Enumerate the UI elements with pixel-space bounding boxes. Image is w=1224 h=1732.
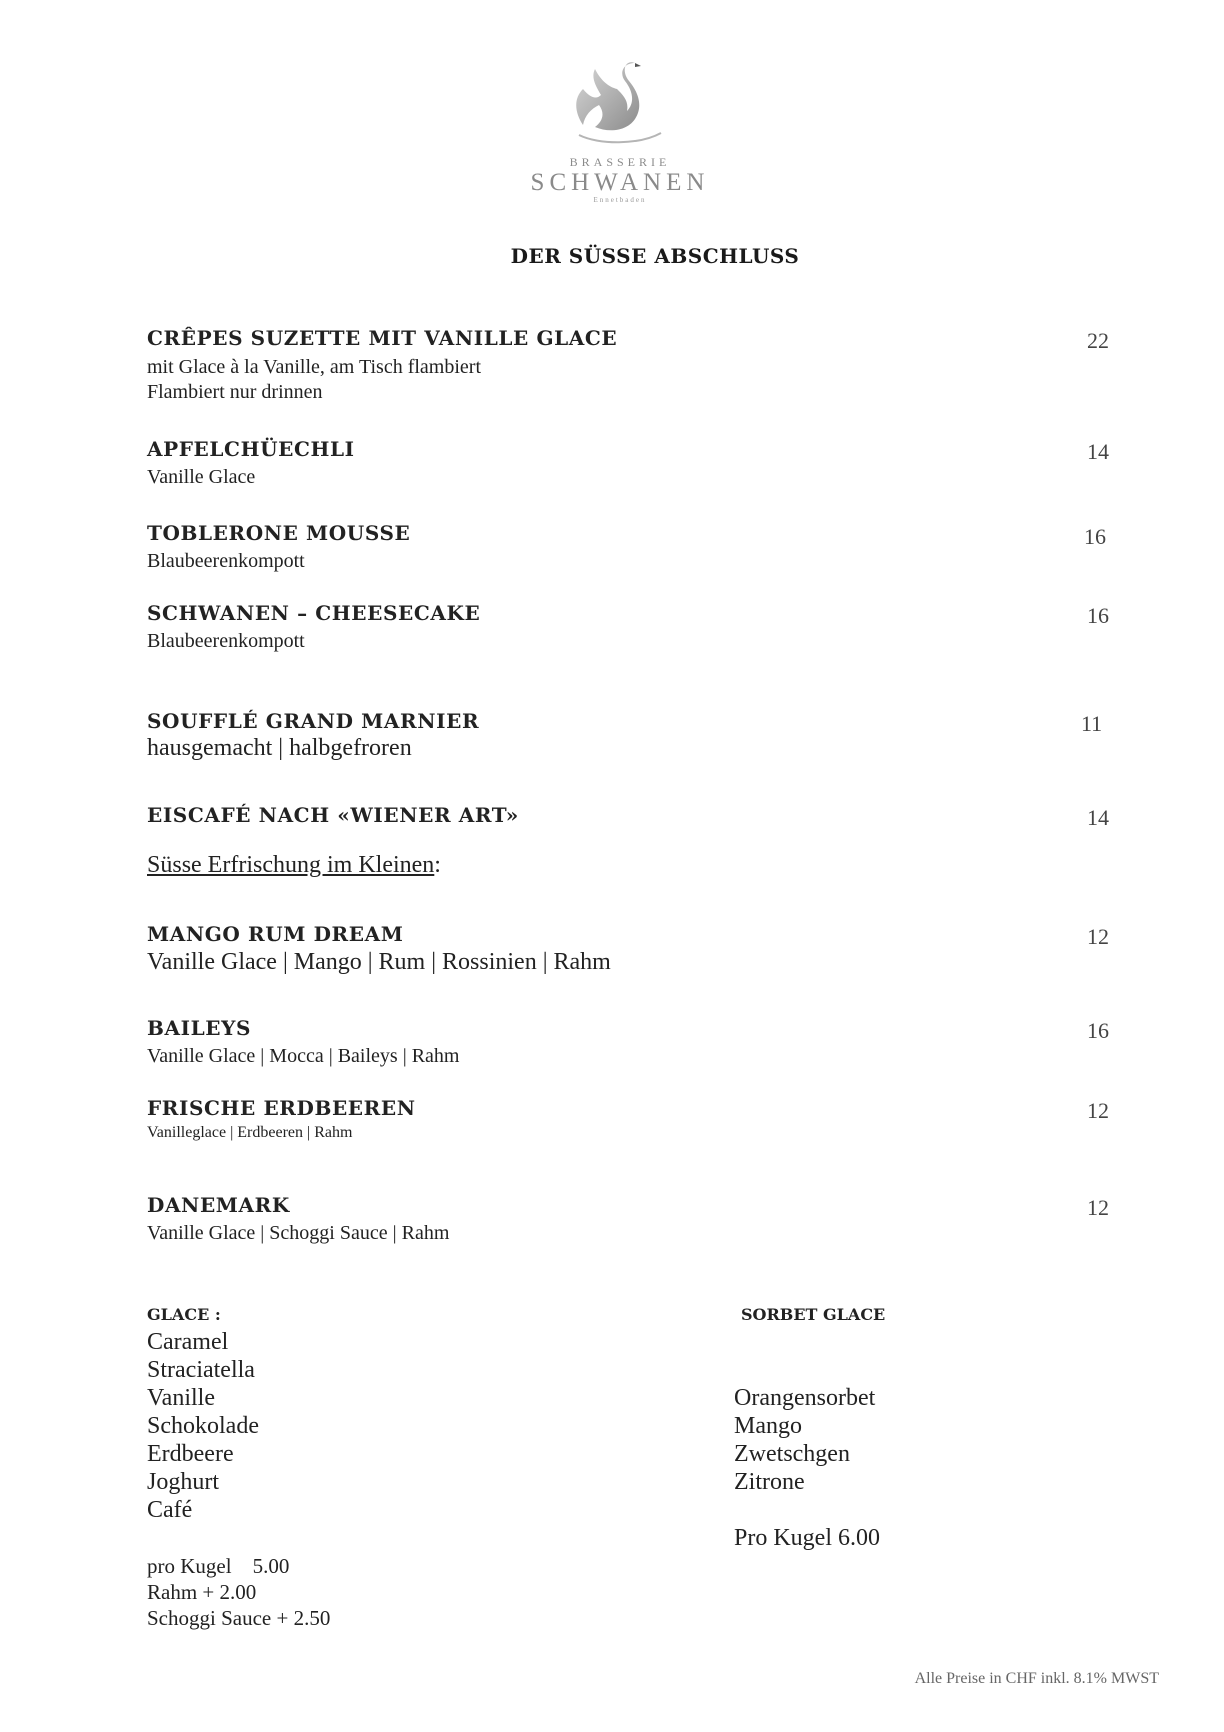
glace-flavor-list bbox=[147, 1328, 259, 1524]
menu-item-title: CRÊPES SUZETTE MIT VANILLE GLACE bbox=[147, 326, 618, 350]
glace-prices bbox=[147, 1553, 330, 1631]
menu-item-price: 14 bbox=[1087, 439, 1109, 464]
page-title: DER SÜSSE ABSCHLUSS bbox=[510, 244, 800, 268]
list-item: Vanille bbox=[147, 1385, 215, 1411]
menu-item-price: 14 bbox=[1087, 805, 1109, 830]
logo-tagline: BRASSERIE bbox=[569, 155, 671, 169]
sorbet-title: SORBET GLACE bbox=[741, 1305, 886, 1324]
list-item: Joghurt bbox=[147, 1469, 219, 1495]
glace-title: GLACE : bbox=[147, 1305, 221, 1324]
price-line: pro Kugel 5.00 bbox=[147, 1554, 290, 1578]
brasserie-logo bbox=[520, 55, 720, 215]
sorbet-price: Pro Kugel 6.00 bbox=[734, 1525, 880, 1551]
list-item: Zwetschgen bbox=[734, 1441, 850, 1467]
menu-item-price: 16 bbox=[1087, 603, 1109, 628]
list-item: Zitrone bbox=[734, 1469, 805, 1495]
menu-item-price: 12 bbox=[1087, 924, 1109, 949]
menu-item-description: Blaubeerenkompott bbox=[147, 550, 305, 572]
menu-item-title: SCHWANEN – CHEESECAKE bbox=[147, 601, 481, 625]
section-heading-colon: : bbox=[434, 852, 441, 878]
menu-item-price: 22 bbox=[1087, 328, 1109, 353]
price-line: Schoggi Sauce + 2.50 bbox=[147, 1606, 331, 1630]
menu-item-title: BAILEYS bbox=[147, 1016, 252, 1040]
menu-item-description: Vanille Glace bbox=[147, 466, 256, 488]
sorbet-flavor-list bbox=[734, 1384, 875, 1496]
list-item: Mango bbox=[734, 1413, 802, 1439]
section-heading-text: Süsse Erfrischung im Kleinen bbox=[147, 852, 435, 878]
menu-item-description: mit Glace à la Vanille, am Tisch flambiert bbox=[147, 356, 482, 378]
menu-item-price: 12 bbox=[1087, 1098, 1109, 1123]
list-item: Caramel bbox=[147, 1329, 229, 1355]
menu-item-title: EISCAFÉ NACH «WIENER ART» bbox=[147, 803, 519, 827]
menu-item-title: MANGO RUM DREAM bbox=[147, 922, 404, 946]
menu-item-description: hausgemacht | halbgefroren bbox=[147, 735, 412, 761]
menu-item-description: Vanille Glace | Mocca | Baileys | Rahm bbox=[147, 1045, 460, 1067]
list-item: Schokolade bbox=[147, 1413, 259, 1439]
menu-item-title: SOUFFLÉ GRAND MARNIER bbox=[147, 709, 480, 733]
footer-note: Alle Preise in CHF inkl. 8.1% MWST bbox=[914, 1670, 1159, 1687]
section-heading bbox=[147, 852, 441, 879]
menu-item-title: TOBLERONE MOUSSE bbox=[147, 521, 411, 545]
menu-item-description: Blaubeerenkompott bbox=[147, 630, 305, 652]
price-line: Rahm + 2.00 bbox=[147, 1580, 257, 1604]
menu-item-price: 16 bbox=[1087, 1018, 1109, 1043]
menu-item-price: 11 bbox=[1081, 711, 1103, 736]
menu-item-note: Flambiert nur drinnen bbox=[147, 381, 323, 403]
list-item: Straciatella bbox=[147, 1357, 255, 1383]
menu-item-price: 12 bbox=[1087, 1195, 1109, 1220]
menu-item-description: Vanille Glace | Mango | Rum | Rossinien | Rahm bbox=[147, 949, 611, 975]
list-item: Orangensorbet bbox=[734, 1385, 876, 1411]
list-item: Café bbox=[147, 1497, 193, 1523]
menu-item-price: 16 bbox=[1084, 524, 1106, 549]
list-item: Erdbeere bbox=[147, 1441, 234, 1467]
menu-item-title: APFELCHÜECHLI bbox=[147, 437, 355, 461]
menu-item-title: FRISCHE ERDBEEREN bbox=[147, 1096, 416, 1120]
menu-item-description: Vanille Glace | Schoggi Sauce | Rahm bbox=[147, 1222, 450, 1244]
logo-name: SCHWANEN bbox=[530, 169, 710, 196]
menu-item-title: DANEMARK bbox=[147, 1193, 290, 1217]
logo-location: Ennetbaden bbox=[593, 196, 647, 204]
menu-item-description: Vanilleglace | Erdbeeren | Rahm bbox=[147, 1124, 353, 1141]
swan-icon bbox=[565, 55, 675, 153]
